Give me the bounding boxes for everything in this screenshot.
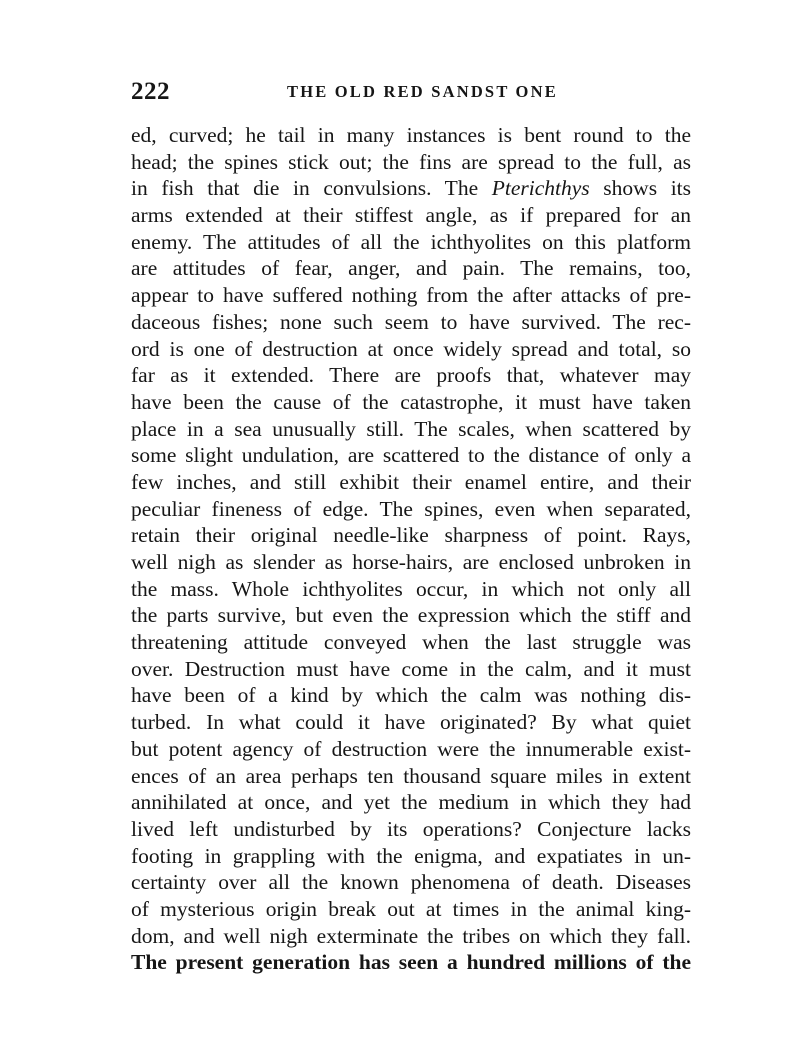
- text-line: The present generation has seen a hundred millions of the: [131, 950, 691, 975]
- text-line: ed, curved; he tail in many instances is bent round to the: [131, 123, 691, 147]
- page-header: [131, 78, 691, 108]
- text-line: daceous fishes; none such seem to have survived. The rec-: [131, 309, 691, 334]
- text-line: have been the cause of the catastrophe, it must have taken: [131, 389, 691, 414]
- text-segment: shows its: [589, 176, 692, 201]
- text-line: appear to have suffered nothing from the after attacks of pre-: [131, 283, 691, 308]
- text-line: but potent agency of destruction were the innumerable exist-: [131, 736, 691, 761]
- italic-term: Pterichthys: [491, 176, 590, 201]
- text-line: footing in grappling with the enigma, and expatiates in un-: [131, 843, 691, 868]
- text-line: turbed. In what could it have originated? By what quiet: [131, 710, 691, 735]
- running-title: THE OLD RED SANDST ONE: [287, 82, 558, 101]
- text-line-with-italic: [131, 175, 691, 202]
- page-number: 222: [131, 78, 170, 105]
- text-line: some slight undulation, are scattered to the distance of only a: [131, 443, 691, 468]
- text-line: ences of an area perhaps ten thousand square miles in extent: [131, 763, 691, 788]
- text-line: arms extended at their stiffest angle, as if prepared for an: [131, 203, 691, 228]
- text-line: annihilated at once, and yet the medium in which they had: [131, 790, 691, 815]
- text-line: are attitudes of fear, anger, and pain. The remains, too,: [131, 256, 691, 281]
- text-segment: in fish that die in convulsions. The: [131, 176, 492, 201]
- text-line: the mass. Whole ichthyolites occur, in which not only all: [131, 576, 691, 601]
- text-line: lived left undisturbed by its operations? Conjecture lacks: [131, 816, 691, 841]
- text-line: certainty over all the known phenomena of death. Diseases: [131, 870, 691, 895]
- text-line: over. Destruction must have come in the calm, and it must: [131, 656, 691, 681]
- text-line: dom, and well nigh exterminate the tribes on which they fall.: [131, 923, 691, 948]
- text-line: retain their original needle-like sharpness of point. Rays,: [131, 523, 691, 548]
- text-line: place in a sea unusually still. The scales, when scattered by: [131, 416, 691, 441]
- text-line: the parts survive, but even the expression which the stiff and: [131, 603, 691, 628]
- text-line: well nigh as slender as horse-hairs, are enclosed unbroken in: [131, 550, 691, 574]
- text-line: threatening attitude conveyed when the last struggle was: [131, 630, 691, 655]
- text-line: enemy. The attitudes of all the ichthyolites on this platform: [131, 229, 691, 254]
- text-line: peculiar fineness of edge. The spines, even when separated,: [131, 496, 691, 521]
- body-text: [131, 122, 691, 976]
- text-line: far as it extended. There are proofs that, whatever may: [131, 363, 691, 388]
- text-line: of mysterious origin break out at times in the animal king-: [131, 896, 691, 921]
- text-line: ord is one of destruction at once widely spread and total, so: [131, 336, 691, 361]
- text-line: have been of a kind by which the calm was nothing dis-: [131, 683, 691, 708]
- text-line: head; the spines stick out; the fins are spread to the full, as: [131, 149, 691, 174]
- text-line: few inches, and still exhibit their enamel entire, and their: [131, 469, 691, 494]
